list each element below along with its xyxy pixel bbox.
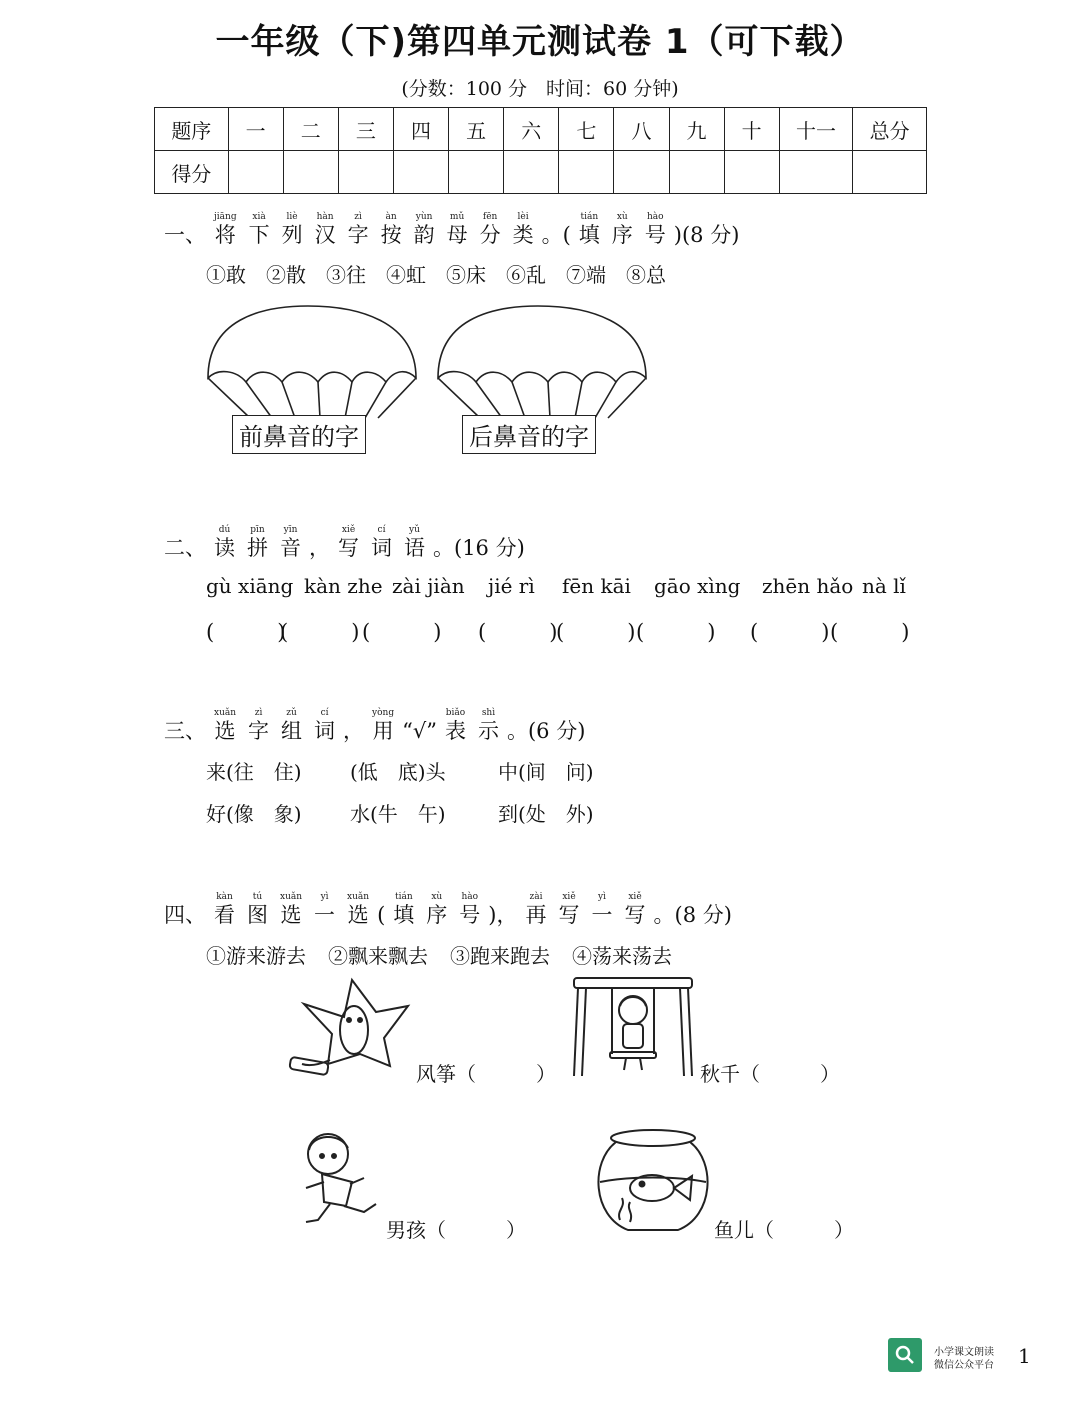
q1-heading <box>162 212 741 248</box>
q3-heading <box>162 708 587 744</box>
q4-ruby-group-2 <box>387 892 486 928</box>
q1-heading-pinyin: yùn <box>415 212 433 222</box>
q1-heading-char-3 <box>315 212 336 248</box>
q1-heading-pinyin: fēn <box>482 212 498 222</box>
q4-heading-pinyin: tú <box>252 892 263 902</box>
q3-item-3: 中(间 问) <box>498 760 594 784</box>
q2-heading-b-char-0 <box>338 525 359 561</box>
score-input-cell[interactable] <box>449 151 504 194</box>
q3-ruby-group-2 <box>366 708 400 744</box>
q4-paren-open: ( <box>377 903 386 927</box>
q1-heading-char-6 <box>414 212 435 248</box>
q1-heading-char-1 <box>249 212 270 248</box>
score-header-cell: 八 <box>614 108 669 151</box>
q2-answer-blank[interactable]: ( ) <box>362 620 442 644</box>
q2-heading-b-char-2 <box>404 525 425 561</box>
q3-heading-c-hanzi: 表 <box>444 719 466 743</box>
q4-heading-b-pinyin: xù <box>431 892 443 902</box>
q4-heading-b-char-0 <box>393 892 414 928</box>
q1-ruby-group <box>208 212 540 248</box>
q3-heading-char-3 <box>314 708 335 744</box>
score-header-cell: 九 <box>669 108 724 151</box>
q3-heading-char-0 <box>214 708 236 744</box>
q4-heading-char-2 <box>280 892 302 928</box>
q1-options <box>206 259 666 288</box>
swing-icon <box>568 972 698 1082</box>
q2-answer-row <box>0 616 1080 644</box>
q4-heading-c-char-2 <box>592 892 613 928</box>
q2-pinyin-word: jié rì <box>488 574 535 598</box>
badge-line-1: 小学课文朗读 <box>934 1347 994 1358</box>
q1-mid: 。( <box>541 223 571 247</box>
boy-answer: 男孩（ ） <box>386 1218 526 1242</box>
q2-pinyin-word: kàn zhe <box>304 574 383 598</box>
q4-heading-b-hanzi: 填 <box>393 903 415 927</box>
q2-comma: ， <box>309 536 330 560</box>
q3-heading-char-2 <box>281 708 302 744</box>
q1-heading-b-char-0 <box>579 212 600 248</box>
q1-heading-hanzi: 韵 <box>413 223 435 247</box>
q4-heading-c-char-1 <box>559 892 580 928</box>
q2-pinyin-word: gāo xìng <box>654 574 741 598</box>
front-nasal-label: 前鼻音的字 <box>232 415 366 454</box>
swing-answer: 秋千（ ） <box>700 1062 840 1086</box>
q2-heading-b-char-1 <box>371 525 392 561</box>
score-input-cell[interactable] <box>724 151 779 194</box>
score-header-cell: 题序 <box>155 108 229 151</box>
score-header-cell: 二 <box>283 108 338 151</box>
q4-option: ①游来游去 <box>206 944 306 968</box>
q4-heading-c-hanzi: 写 <box>624 903 646 927</box>
q3-heading-pinyin: cí <box>320 708 329 718</box>
score-header-cell: 总分 <box>853 108 927 151</box>
q2-heading-pinyin: yīn <box>283 525 298 535</box>
page-title: 一年级（下)第四单元测试卷 1（可下载） <box>215 22 865 62</box>
q4-heading-hanzi: 看 <box>214 903 235 927</box>
q1-heading-b-pinyin: hào <box>647 212 664 222</box>
q4-heading-c-pinyin: zài <box>529 892 543 902</box>
q2-answer-blank[interactable]: ( ) <box>206 620 286 644</box>
q1-heading-char-0 <box>214 212 237 248</box>
q1-heading-char-8 <box>480 212 501 248</box>
score-input-cell[interactable] <box>669 151 724 194</box>
q4-heading-b-char-2 <box>459 892 480 928</box>
q4-heading-pinyin: yì <box>320 892 329 902</box>
q1-heading-char-5 <box>381 212 402 248</box>
q1-heading-b-char-2 <box>645 212 666 248</box>
q4-heading-char-0 <box>214 892 235 928</box>
wechat-badge <box>888 1338 1014 1372</box>
q1-option: ②散 <box>266 263 306 287</box>
q1-option: ⑥乱 <box>506 263 546 287</box>
q2-heading-b-pinyin: yǔ <box>409 525 420 535</box>
q3-heading-pinyin: xuǎn <box>214 708 237 718</box>
score-row-label: 得分 <box>155 151 229 194</box>
q1-heading-hanzi: 按 <box>380 223 402 247</box>
q1-heading-char-2 <box>282 212 303 248</box>
q4-heading-char-4 <box>347 892 369 928</box>
q3-item-4: 好(像 象) <box>206 802 302 826</box>
q3-heading-char-1 <box>248 708 269 744</box>
score-header-cell: 三 <box>338 108 393 151</box>
q1-heading-hanzi: 将 <box>214 223 236 247</box>
score-input-cell[interactable] <box>853 151 927 194</box>
q4-heading <box>162 892 734 928</box>
left-parachute-icon <box>208 306 416 418</box>
q1-heading-b-char-1 <box>612 212 633 248</box>
fishbowl-icon <box>590 1126 716 1236</box>
q1-heading-pinyin: zì <box>354 212 362 222</box>
score-header-cell: 四 <box>393 108 448 151</box>
q3-heading-pinyin: zì <box>254 708 263 718</box>
q1-heading-pinyin: mǔ <box>449 212 465 222</box>
q4-heading-c-pinyin: xiě <box>562 892 576 902</box>
q2-heading-pinyin: dú <box>218 525 231 535</box>
score-header-cell: 十一 <box>779 108 853 151</box>
q4-heading-b-pinyin: hào <box>461 892 479 902</box>
q2-heading-b-pinyin: cí <box>377 525 386 535</box>
q1-heading-hanzi: 字 <box>347 223 369 247</box>
q3-heading-c-char-1 <box>478 708 499 744</box>
q4-heading-c-hanzi: 一 <box>591 903 613 927</box>
q1-heading-pinyin: àn <box>385 212 397 222</box>
q1-number: 一、 <box>164 223 206 247</box>
q1-option: ④虹 <box>386 263 426 287</box>
q3-heading-b-hanzi: 用 <box>372 719 394 743</box>
right-parachute-icon <box>438 306 646 418</box>
q4-ruby-group-3 <box>520 892 652 928</box>
q2-answer-blank[interactable]: ( ) <box>478 620 558 644</box>
q3-heading-c-pinyin: biǎo <box>445 708 466 718</box>
q2-answer-blank[interactable]: ( ) <box>636 620 716 644</box>
score-table <box>154 107 927 194</box>
q2-ruby-group <box>208 525 307 561</box>
q4-heading-pinyin: xuǎn <box>280 892 303 902</box>
q1-heading-b-pinyin: tián <box>580 212 599 222</box>
score-header-cell: 十 <box>724 108 779 151</box>
q2-heading-char-2 <box>280 525 301 561</box>
q2-ruby-group-2 <box>332 525 431 561</box>
score-input-cell[interactable] <box>228 151 283 194</box>
q2-answer-blank[interactable]: ( ) <box>830 620 910 644</box>
q1-heading-char-4 <box>348 212 369 248</box>
page-number: 1 <box>1018 1344 1031 1368</box>
q2-pinyin-word: zhēn hǎo <box>762 574 854 598</box>
q3-ruby-group <box>208 708 341 744</box>
q1-heading-pinyin: hàn <box>316 212 334 222</box>
q4-heading-pinyin: kàn <box>216 892 233 902</box>
q1-option: ⑤床 <box>446 263 486 287</box>
q4-heading-char-1 <box>247 892 268 928</box>
score-input-cell[interactable] <box>559 151 614 194</box>
q4-number: 四、 <box>164 903 206 927</box>
q1-option: ⑦端 <box>566 263 606 287</box>
q1-heading-pinyin: xià <box>252 212 266 222</box>
q2-heading-b-hanzi: 语 <box>404 536 425 560</box>
q3-item-1: 来(往 住) <box>206 760 302 784</box>
q4-heading-pinyin: xuǎn <box>347 892 370 902</box>
q2-pinyin-word: gù xiāng <box>206 574 294 598</box>
q3-heading-b-pinyin: yòng <box>372 708 395 718</box>
q1-heading-pinyin: jiāng <box>214 212 237 222</box>
q2-heading-b-hanzi: 词 <box>371 536 392 560</box>
q1-heading-hanzi: 类 <box>512 223 534 247</box>
q4-heading-b-hanzi: 序 <box>426 903 448 927</box>
score-input-cell[interactable] <box>614 151 669 194</box>
q3-item-5: 水(牛 午) <box>350 802 446 826</box>
q2-answer-blank[interactable]: ( ) <box>750 620 830 644</box>
q3-item-6: 到(处 外) <box>498 802 594 826</box>
q2-pinyin-row <box>0 574 1080 602</box>
kite-icon <box>286 972 416 1087</box>
q3-comma: ， <box>343 719 365 743</box>
q4-heading-c-char-0 <box>526 892 547 928</box>
q4-heading-c-pinyin: xiě <box>628 892 642 902</box>
score-table-score-row <box>155 151 927 194</box>
q2-heading <box>162 525 527 561</box>
q2-heading-b-pinyin: xiě <box>341 525 356 535</box>
q4-heading-c-hanzi: 写 <box>558 903 580 927</box>
q3-heading-b-char-0 <box>372 708 394 744</box>
q1-heading-pinyin: lèi <box>517 212 529 222</box>
q4-heading-hanzi: 一 <box>314 903 336 927</box>
q1-heading-hanzi: 母 <box>446 223 468 247</box>
q3-heading-pinyin: zǔ <box>286 708 297 718</box>
q4-score: 。(8 分) <box>653 903 732 927</box>
q2-heading-hanzi: 拼 <box>247 536 268 560</box>
q4-heading-hanzi: 图 <box>247 903 268 927</box>
q4-options <box>206 940 672 969</box>
q3-heading-c-hanzi: 示 <box>477 719 499 743</box>
q4-heading-b-pinyin: tián <box>394 892 413 902</box>
q2-number: 二、 <box>164 536 206 560</box>
q1-heading-pinyin: liè <box>286 212 298 222</box>
q2-heading-pinyin: pīn <box>250 525 265 535</box>
q4-option: ②飘来飘去 <box>328 944 428 968</box>
q3-item-2: (低 底)头 <box>350 760 446 784</box>
q2-pinyin-word: nà lǐ <box>862 574 906 598</box>
q2-heading-char-1 <box>247 525 268 561</box>
fish-answer: 鱼儿（ ） <box>714 1218 854 1242</box>
q3-score: 。(6 分) <box>506 719 586 743</box>
score-header-cell: 六 <box>504 108 559 151</box>
score-input-cell[interactable] <box>338 151 393 194</box>
q4-option: ③跑来跑去 <box>450 944 550 968</box>
q1-heading-hanzi: 列 <box>281 223 303 247</box>
q2-heading-b-hanzi: 写 <box>338 536 359 560</box>
q4-option: ④荡来荡去 <box>572 944 672 968</box>
q2-pinyin-word: fēn kāi <box>562 574 631 598</box>
q1-option: ③往 <box>326 263 366 287</box>
search-icon <box>888 1338 922 1372</box>
q1-ruby-group-2 <box>573 212 672 248</box>
q1-heading-b-pinyin: xù <box>616 212 628 222</box>
q2-answer-blank[interactable]: ( ) <box>280 620 360 644</box>
score-header-cell: 七 <box>559 108 614 151</box>
score-time-info: (分数：100 分 时间：60 分钟) <box>401 78 679 100</box>
q4-heading-hanzi: 选 <box>280 903 302 927</box>
q3-heading-hanzi: 词 <box>314 719 336 743</box>
q2-pinyin-word: zài jiàn <box>392 574 465 598</box>
q2-answer-blank[interactable]: ( ) <box>556 620 636 644</box>
q3-heading-c-pinyin: shì <box>481 708 496 718</box>
q3-heading-c-char-0 <box>445 708 466 744</box>
q4-heading-b-char-1 <box>426 892 447 928</box>
q4-heading-b-hanzi: 号 <box>459 903 481 927</box>
q4-paren-close: )， <box>488 903 518 927</box>
q4-heading-hanzi: 选 <box>347 903 369 927</box>
back-nasal-label: 后鼻音的字 <box>462 415 596 454</box>
q4-heading-c-char-3 <box>625 892 646 928</box>
q1-heading-b-hanzi: 填 <box>578 223 600 247</box>
score-header-cell: 五 <box>449 108 504 151</box>
kite-answer: 风筝（ ） <box>416 1062 556 1086</box>
q2-heading-char-0 <box>214 525 235 561</box>
badge-line-2: 微信公众平台 <box>934 1360 994 1371</box>
q4-heading-c-hanzi: 再 <box>525 903 547 927</box>
score-input-cell[interactable] <box>779 151 853 194</box>
q1-heading-b-hanzi: 序 <box>611 223 633 247</box>
q2-heading-hanzi: 音 <box>280 536 301 560</box>
q1-score: )(8 分) <box>673 223 740 247</box>
score-input-cell[interactable] <box>393 151 448 194</box>
score-input-cell[interactable] <box>504 151 559 194</box>
q1-heading-char-7 <box>447 212 468 248</box>
q2-heading-hanzi: 读 <box>214 536 235 560</box>
q1-heading-hanzi: 下 <box>248 223 270 247</box>
q1-heading-hanzi: 汉 <box>314 223 336 247</box>
q4-ruby-group <box>208 892 375 928</box>
q1-option: ①敢 <box>206 263 246 287</box>
q3-number: 三、 <box>164 719 206 743</box>
score-table-header-row <box>155 108 927 151</box>
q4-heading-c-pinyin: yì <box>598 892 606 902</box>
q1-heading-b-hanzi: 号 <box>644 223 666 247</box>
score-header-cell: 一 <box>228 108 283 151</box>
q3-heading-hanzi: 字 <box>248 719 270 743</box>
q1-option: ⑧总 <box>626 263 666 287</box>
q1-heading-char-9 <box>513 212 534 248</box>
running-boy-icon <box>294 1128 386 1234</box>
q3-heading-hanzi: 选 <box>214 719 236 743</box>
q4-heading-char-3 <box>314 892 335 928</box>
score-input-cell[interactable] <box>283 151 338 194</box>
q3-heading-hanzi: 组 <box>281 719 303 743</box>
q2-score: 。(16 分) <box>433 536 525 560</box>
q1-heading-hanzi: 分 <box>479 223 501 247</box>
q3-ruby-group-3 <box>439 708 505 744</box>
q3-check: “√” <box>402 719 437 743</box>
